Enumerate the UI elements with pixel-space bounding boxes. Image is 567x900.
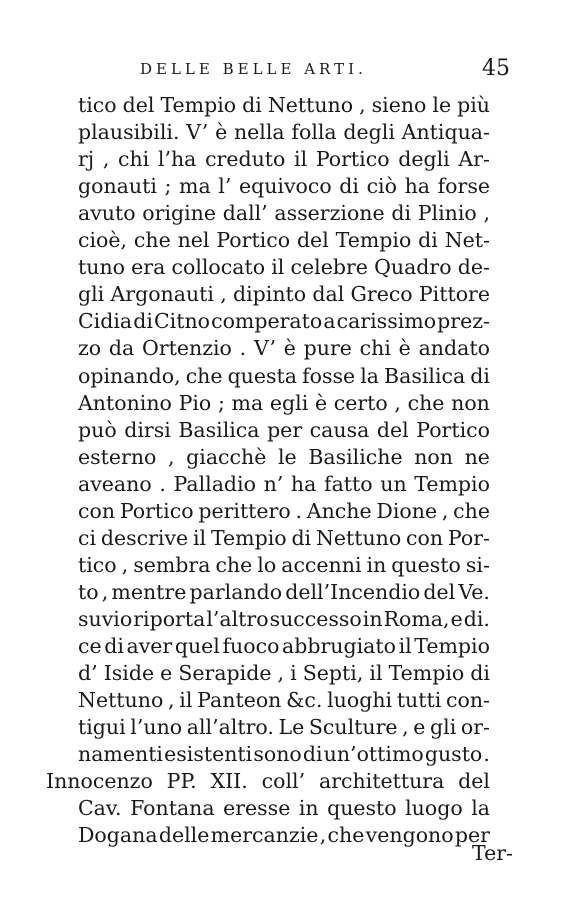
word: questo <box>391 552 461 577</box>
word: un <box>380 471 407 496</box>
word: del <box>122 93 155 117</box>
word: tutti <box>396 688 442 713</box>
word: Serapide <box>178 661 272 686</box>
word: Antiqua- <box>401 120 490 145</box>
word: Septi, <box>302 661 364 686</box>
word: , <box>483 201 490 226</box>
word: parlando <box>189 579 283 604</box>
word: era <box>131 255 166 280</box>
word: ce <box>78 634 102 658</box>
word: mentre <box>111 579 187 604</box>
word: di <box>418 228 438 253</box>
word: Tempio <box>414 471 490 496</box>
word: cioè, <box>78 228 128 253</box>
word: l’altro <box>206 606 269 631</box>
text-line <box>78 90 490 120</box>
word: Tempio <box>414 634 490 658</box>
word: pure <box>303 336 352 361</box>
word: Quadro <box>374 255 452 280</box>
word: Dogana <box>78 823 158 848</box>
word: Por- <box>447 525 490 550</box>
word: questo <box>327 796 397 821</box>
word: certo <box>333 390 388 415</box>
word: Portico <box>119 498 194 523</box>
word: Portico <box>416 417 490 442</box>
running-head <box>140 56 510 88</box>
word: &c. <box>286 688 323 713</box>
word: aver <box>126 634 173 658</box>
word: descrive <box>100 525 189 550</box>
word: ; <box>217 390 225 415</box>
word: andato <box>418 336 490 361</box>
word: Greco <box>350 282 413 307</box>
word: con <box>406 525 444 550</box>
word: tico <box>78 93 117 117</box>
word: nel <box>177 228 210 253</box>
word: dell’Incendio <box>285 579 421 604</box>
word: per <box>454 823 490 848</box>
word: in <box>298 796 319 821</box>
running-title: DELLE BELLE ARTI. <box>140 60 367 78</box>
word: luoghi <box>327 688 393 713</box>
word: il <box>179 688 193 713</box>
word: esistenti <box>164 742 253 767</box>
text-line <box>78 198 490 228</box>
text-line <box>78 144 490 174</box>
text-line <box>78 171 490 201</box>
word: è <box>215 120 228 145</box>
word: il <box>294 147 308 172</box>
word: , <box>359 93 366 117</box>
text-line <box>78 739 490 769</box>
page-number: 45 <box>482 56 510 81</box>
word: e <box>450 606 463 631</box>
word: Basilica <box>178 417 260 442</box>
word: giacchè <box>186 444 267 469</box>
word: che <box>133 228 171 253</box>
word: ha <box>290 471 317 496</box>
word: avuto <box>78 201 136 226</box>
word: eresse <box>223 796 291 821</box>
word: , <box>402 715 409 740</box>
word: origine <box>142 201 217 226</box>
text-line <box>78 388 490 418</box>
word: coll’ <box>261 769 306 794</box>
word: il <box>193 525 207 550</box>
word: esterno <box>78 444 157 469</box>
word: Pittore <box>418 282 490 307</box>
word: Basiliche <box>308 444 403 469</box>
word: del <box>423 579 456 604</box>
word: , <box>168 444 175 469</box>
word: l’uno <box>130 715 183 740</box>
word: Sculture <box>308 715 398 740</box>
word: , <box>441 498 449 523</box>
text-line <box>78 550 490 580</box>
word: dirsi <box>124 417 171 442</box>
word: V’ <box>186 120 209 145</box>
word: il <box>369 661 383 686</box>
word: il <box>271 255 285 280</box>
word: prez- <box>437 309 490 334</box>
word: Portico <box>315 147 390 172</box>
word: sieno <box>371 93 427 117</box>
word: Le <box>278 715 305 740</box>
word: collocato <box>171 255 266 280</box>
word: Plinio <box>417 201 477 226</box>
word: è <box>283 336 296 361</box>
word: accenni <box>281 552 362 577</box>
word: non <box>414 444 453 469</box>
word: aveano <box>78 471 152 496</box>
word: le <box>277 444 297 469</box>
text-line <box>78 252 490 282</box>
word: il <box>398 634 412 658</box>
word: Nettuno <box>267 93 354 117</box>
word: XII. <box>210 769 248 794</box>
word: che <box>453 498 490 523</box>
word: Tempio <box>160 93 237 117</box>
word: Nettuno <box>78 688 164 713</box>
word: , <box>101 579 109 604</box>
text-line <box>78 415 490 445</box>
text-line <box>78 306 490 336</box>
word: Portico <box>216 228 291 253</box>
word: è <box>314 390 328 415</box>
word: . <box>239 336 247 361</box>
word: e <box>413 715 426 740</box>
word: , <box>168 688 175 713</box>
word: Ortenzio <box>142 336 232 361</box>
word: Argonauti <box>110 282 214 307</box>
text-line <box>78 225 490 255</box>
word: dal <box>312 282 345 307</box>
word: Pio <box>178 390 212 415</box>
catchword: Ter- <box>472 841 513 865</box>
word: lo <box>257 552 277 577</box>
word: di <box>470 661 490 686</box>
word: mercanzie <box>210 823 319 848</box>
word: degli <box>343 120 395 145</box>
word: , <box>121 552 129 577</box>
word: . <box>159 471 166 496</box>
word: gli <box>430 715 457 740</box>
word: abbrugiato <box>282 634 396 658</box>
word: l’ha <box>157 147 197 172</box>
text-line <box>78 117 490 147</box>
word: Tempio <box>335 228 412 253</box>
word: . <box>295 498 303 523</box>
word: si- <box>465 552 490 577</box>
word: che <box>215 552 253 577</box>
word: Dione <box>376 498 438 523</box>
word: gonauti <box>78 174 157 199</box>
word: successo <box>269 606 362 631</box>
word: Net- <box>444 228 490 253</box>
word: fuoco <box>222 634 280 658</box>
word: Antonino <box>78 390 172 415</box>
word: sono <box>253 742 302 767</box>
word: opinando, <box>78 363 181 388</box>
word: non <box>451 390 490 415</box>
word: del <box>296 228 329 253</box>
word: comperato <box>211 309 323 334</box>
text-line <box>78 523 490 553</box>
word: ma <box>179 174 211 199</box>
word: a <box>323 309 336 334</box>
word: gusto <box>424 742 483 767</box>
word: , <box>319 823 327 848</box>
word: , <box>102 147 110 172</box>
word: d’ <box>78 661 98 686</box>
word: vengono <box>365 823 454 848</box>
text-line <box>78 685 490 715</box>
word: Iside <box>103 661 155 686</box>
word: dall’ <box>222 201 268 226</box>
word: le <box>432 93 452 117</box>
text-line <box>78 604 490 634</box>
word: questa <box>227 363 298 388</box>
word: delle <box>158 823 210 848</box>
word: chi <box>118 147 150 172</box>
word: ma <box>231 390 264 415</box>
word: gli <box>78 282 105 307</box>
word: è <box>398 336 411 361</box>
word: di <box>242 93 262 117</box>
word: e <box>160 661 173 686</box>
word: un’ottimo <box>323 742 424 767</box>
text-line <box>78 442 490 472</box>
word: ; <box>164 174 172 199</box>
word: Basilica <box>384 363 466 388</box>
text-line <box>78 469 490 499</box>
word: perittero <box>198 498 291 523</box>
word: ciò <box>366 174 397 199</box>
word: dipinto <box>232 282 307 307</box>
word: egli <box>269 390 309 415</box>
word: riporta <box>133 606 206 631</box>
word: nella <box>233 120 285 145</box>
word: Anche <box>306 498 372 523</box>
word: zo <box>78 336 102 361</box>
word: Cav. <box>78 796 122 821</box>
word: da <box>108 336 135 361</box>
word: la <box>471 796 490 821</box>
word: del <box>376 417 409 442</box>
word: luogo <box>405 796 463 821</box>
word: Innocenzo <box>46 769 153 794</box>
word: con- <box>446 688 490 713</box>
word: tico <box>78 552 117 577</box>
word: Panteon <box>197 688 282 713</box>
word: Palladio <box>173 471 256 496</box>
word: di <box>133 309 153 334</box>
word: di <box>104 634 124 658</box>
word: rj <box>78 147 95 172</box>
word: Ve. <box>458 579 490 604</box>
word: equivoco <box>238 174 332 199</box>
word: la <box>360 363 379 388</box>
word: creduto <box>205 147 286 172</box>
word: tigui <box>78 715 126 740</box>
word: degli <box>398 147 450 172</box>
word: ci <box>78 525 97 550</box>
word: n’ <box>263 471 284 496</box>
text-line <box>78 712 490 742</box>
text-line <box>78 820 490 850</box>
word: ha <box>404 174 430 199</box>
word: più <box>457 93 490 117</box>
word: de- <box>457 255 490 280</box>
word: l’ <box>218 174 232 199</box>
word: Tempio <box>210 525 287 550</box>
word: , <box>277 661 285 686</box>
text-line <box>78 631 490 661</box>
word: Fontana <box>130 796 215 821</box>
word: di. <box>463 606 490 631</box>
word: in <box>362 606 383 631</box>
word: per <box>267 417 303 442</box>
text-line <box>78 361 490 391</box>
word: all’altro. <box>186 715 274 740</box>
word: celebre <box>290 255 368 280</box>
word: causa <box>309 417 370 442</box>
word: ne <box>464 444 490 469</box>
word: Nettuno <box>315 525 402 550</box>
word: Citno <box>154 309 211 334</box>
word: forse <box>437 174 490 199</box>
word: tuno <box>78 255 125 280</box>
text-line <box>78 658 490 688</box>
word: di <box>302 742 323 767</box>
word: fosse <box>302 363 356 388</box>
word: suvio <box>78 606 133 631</box>
word: , <box>220 282 227 307</box>
word: PP. <box>166 769 197 794</box>
word: di <box>391 201 412 226</box>
text-line <box>78 496 490 526</box>
word: di <box>339 174 359 199</box>
word: plausibili. <box>78 120 180 145</box>
word: che <box>185 363 223 388</box>
word: fatto <box>323 471 373 496</box>
word: Tempio <box>388 661 465 686</box>
word: folla <box>291 120 337 145</box>
text-line <box>78 333 490 363</box>
word: namenti <box>78 742 163 767</box>
word: di <box>291 525 312 550</box>
word: i <box>290 661 297 686</box>
word: di <box>470 363 490 388</box>
text-line <box>78 279 490 309</box>
text-line <box>78 793 490 823</box>
word: con <box>78 498 116 523</box>
word: Roma, <box>383 606 450 631</box>
word: può <box>78 417 117 442</box>
word: chi <box>359 336 391 361</box>
word: Ar- <box>458 147 490 172</box>
word: . <box>483 742 490 767</box>
word: che <box>407 390 445 415</box>
word: to <box>78 579 99 604</box>
word: asserzione <box>274 201 385 226</box>
word: del <box>458 769 490 794</box>
word: , <box>394 390 401 415</box>
text-line <box>46 766 490 796</box>
word: sembra <box>133 552 211 577</box>
word: carissimo <box>336 309 437 334</box>
word: Cidia <box>78 309 133 334</box>
word: V’ <box>253 336 277 361</box>
word: or- <box>460 715 490 740</box>
text-line <box>78 577 490 607</box>
word: in <box>366 552 387 577</box>
word: architettura <box>318 769 445 794</box>
word: che <box>327 823 365 848</box>
word: quel <box>174 634 220 658</box>
